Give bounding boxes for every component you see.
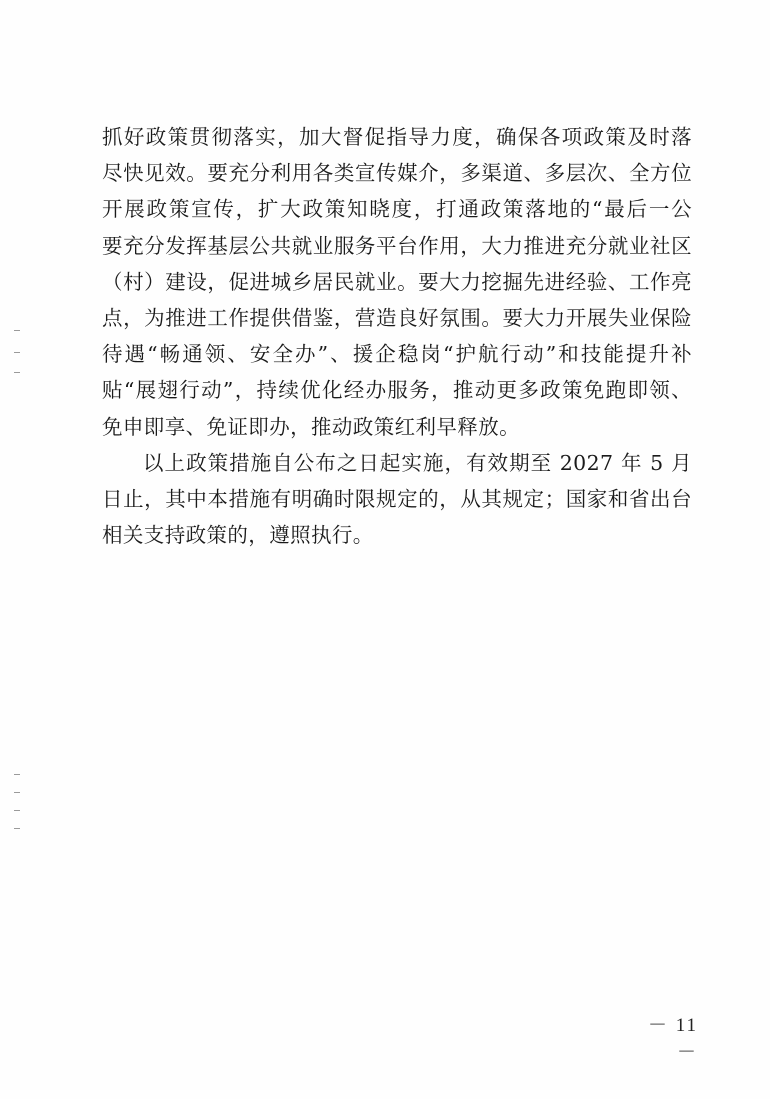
text-line: 免申即享、免证即办，推动政策红利早释放。 — [102, 414, 520, 439]
text-line: 抓好政策贯彻落实，加大督促指导力度，确保各项政策及时落 — [102, 125, 692, 149]
margin-mark — [14, 810, 20, 811]
margin-mark — [14, 330, 20, 331]
text-line: （村）建设，促进城乡居民就业。要大力挖掘先进经验、工作亮 — [102, 269, 692, 294]
text-line: 日止，其中本措施有明确时限规定的，从其规定；国家和省出台 — [102, 486, 692, 511]
paragraph-first-line: 以上政策措施自公布之日起实施，有效期至 2027 年 5 月 — [143, 450, 692, 475]
text-line: 点，为推进工作提供借鉴，营造良好氛围。要大力开展失业保险 — [102, 305, 692, 330]
text-line: 相关支持政策的，遵照执行。 — [102, 523, 374, 548]
margin-mark — [14, 792, 20, 793]
text-line: 开展政策宣传，扩大政策知晓度，打通政策落地的“最后一公 — [102, 197, 692, 222]
text-line: 贴“展翅行动”，持续优化经办服务，推动更多政策免跑即领、 — [102, 378, 692, 403]
margin-mark — [14, 774, 20, 775]
text-line: 尽快见效。要充分利用各类宣传媒介，多渠道、多层次、全方位 — [102, 161, 692, 186]
body-text — [102, 119, 692, 553]
margin-mark — [14, 372, 20, 373]
margin-mark — [14, 828, 20, 829]
margin-mark — [14, 352, 20, 353]
text-line: 要充分发挥基层公共就业服务平台作用，大力推进充分就业社区 — [102, 233, 692, 258]
text-line: 待遇“畅通领、安全办”、援企稳岗“护航行动”和技能提升补 — [102, 342, 692, 367]
page-number: － 11 － — [647, 1015, 698, 1063]
